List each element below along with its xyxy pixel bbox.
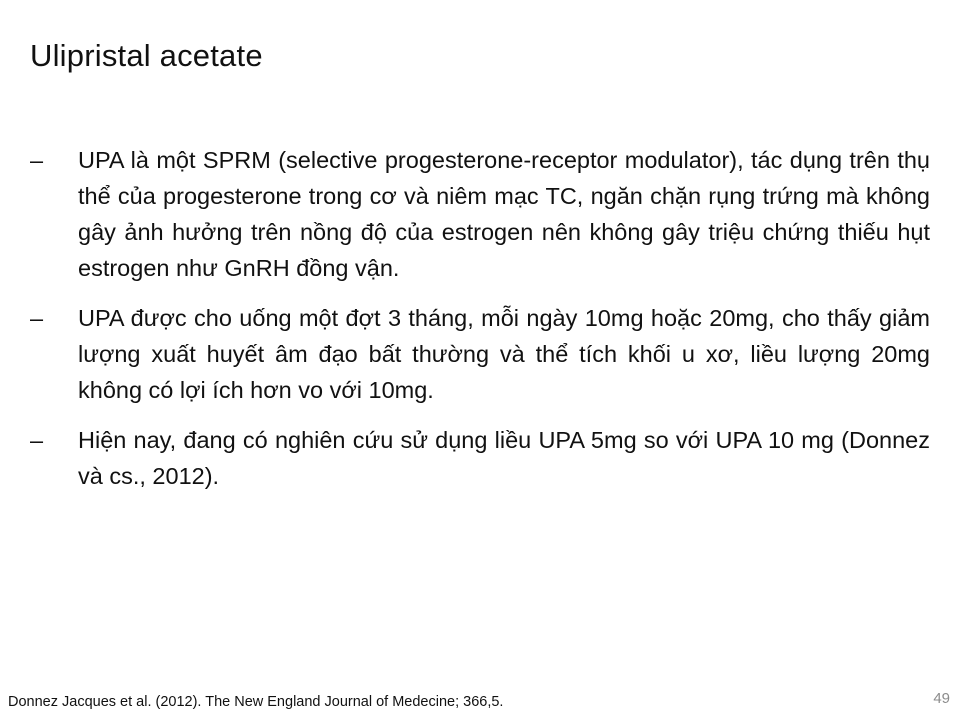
- bullet-item: [30, 300, 930, 408]
- slide-title: Ulipristal acetate: [30, 38, 263, 73]
- bullet-item: [30, 142, 930, 286]
- bullet-dash: –: [30, 427, 44, 453]
- bullet-dash: –: [30, 147, 44, 173]
- bullet-text: UPA là một SPRM (selective progesterone-receptor modulator), tác dụng trên thụ thể của progesterone trong cơ và niêm mạc TC, ngăn chặn rụng trứng mà không gây ảnh hưởng trên nồng độ của estrogen nên không gây triệu chứng thiếu hụt estrogen như GnRH đồng vận.: [78, 147, 930, 281]
- footer-reference: Donnez Jacques et al. (2012). The New England Journal of Medecine; 366,5.: [8, 694, 504, 710]
- bullet-text: Hiện nay, đang có nghiên cứu sử dụng liều UPA 5mg so với UPA 10 mg (Donnez và cs., 2012).: [78, 427, 930, 489]
- page-number: 49: [933, 690, 950, 707]
- bullet-dash: –: [30, 305, 44, 331]
- bullet-item: [30, 422, 930, 494]
- bullet-text: UPA được cho uống một đợt 3 tháng, mỗi ngày 10mg hoặc 20mg, cho thấy giảm lượng xuất huyết âm đạo bất thường và thể tích khối u xơ, liều lượng 20mg không có lợi ích hơn vo với 10mg.: [78, 305, 930, 403]
- bullet-list: [30, 142, 930, 508]
